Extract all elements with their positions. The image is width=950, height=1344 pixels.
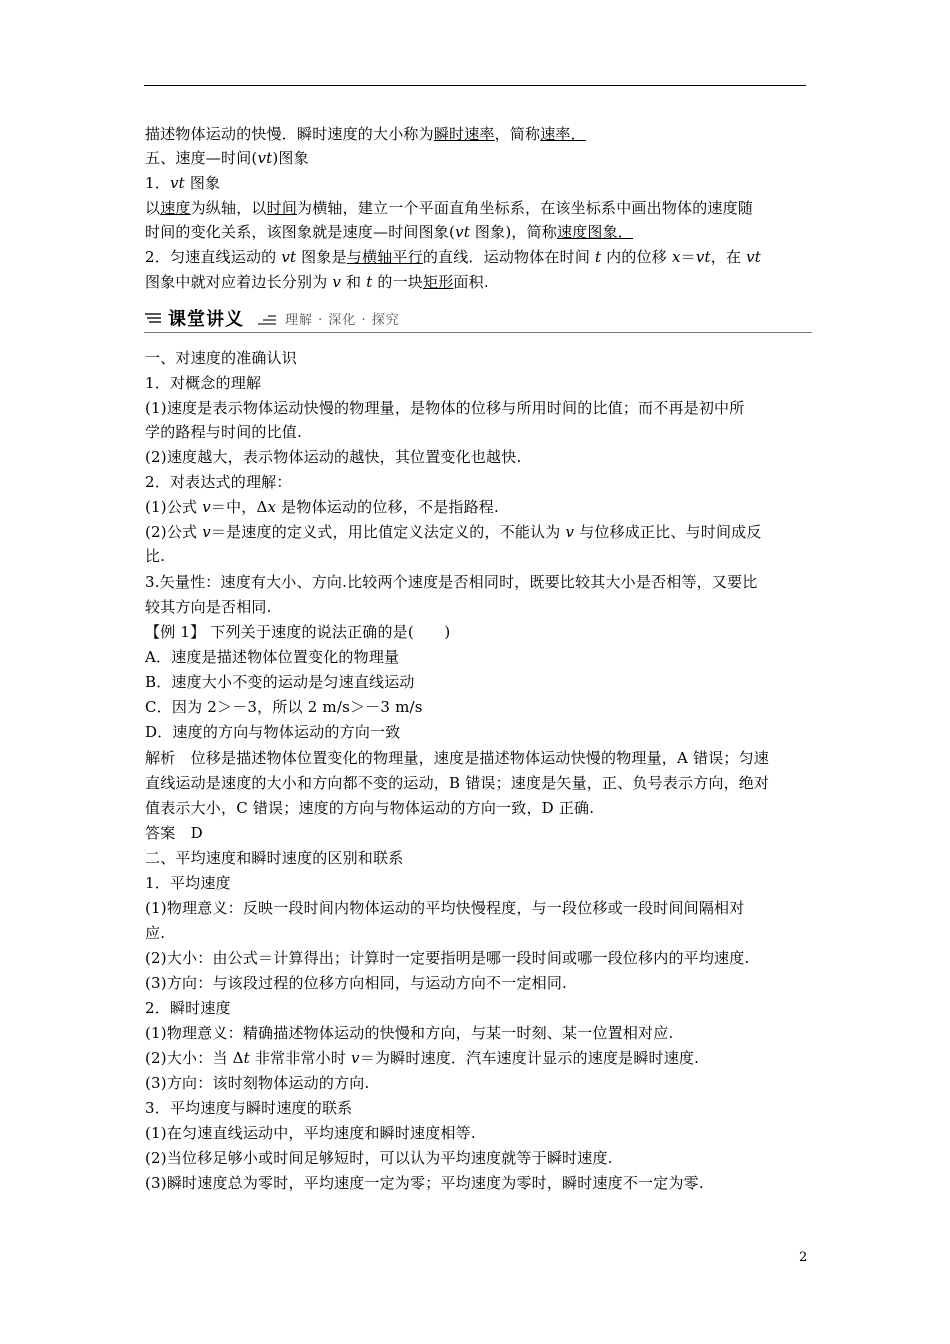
section-title: 课堂讲义	[168, 309, 244, 330]
section-heading: 一、对速度的准确认识	[145, 349, 298, 367]
option-a: A．速度是描述物体位置变化的物理量	[145, 648, 400, 666]
option-c: C．因为 2＞－3，所以 2 m/s＞－3 m/s	[145, 698, 423, 716]
header-rule	[144, 85, 806, 86]
text-line: (1)物理意义：反映一段时间内物体运动的平均快慢程度，与一段位移或一段时间间隔相对	[145, 899, 745, 917]
text-line: 3.矢量性：速度有大小、方向.比较两个速度是否相同时，既要比较其大小是否相等，又要比	[145, 573, 758, 591]
text-line: (2)速度越大，表示物体运动的越快，其位置变化也越快.	[145, 448, 522, 466]
text-line: (2)当位移足够小或时间足够短时，可以认为平均速度就等于瞬时速度.	[145, 1149, 613, 1167]
stripe-icon	[258, 315, 276, 327]
text-line: 描述物体运动的快慢．瞬时速度的大小称为瞬时速率，简称速率．	[145, 125, 586, 143]
text-line: 时间的变化关系，该图象就是速度—时间图象(vt 图象)，简称速度图象．	[145, 223, 634, 241]
sub-heading: 2．瞬时速度	[145, 999, 231, 1017]
example-question: 【例 1】 下列关于速度的说法正确的是( )	[145, 623, 451, 641]
text-line: (1)速度是表示物体运动快慢的物理量，是物体的位移与所用时间的比值；而不再是初中所	[145, 399, 745, 417]
solution-line: 值表示大小，C 错误；速度的方向与物体运动的方向一致，D 正确.	[145, 799, 595, 817]
text-line: (2)大小：由公式＝计算得出；计算时一定要指明是哪一段时间或哪一段位移内的平均速度.	[145, 949, 750, 967]
text-line: 学的路程与时间的比值.	[145, 423, 302, 441]
option-d: D．速度的方向与物体运动的方向一致	[145, 723, 401, 741]
solution-line: 解析 位移是描述物体位置变化的物理量，速度是描述物体运动快慢的物理量，A 错误；匀速	[145, 749, 770, 767]
answer: 答案 D	[145, 824, 203, 842]
sub-heading: 1．vt 图象	[145, 174, 221, 192]
section-subtitle: 理解 · 深化 · 探究	[285, 313, 400, 328]
text-line: 2．匀速直线运动的 vt 图象是与横轴平行的直线．运动物体在时间 t 内的位移 x＝vt，在 vt	[145, 248, 762, 266]
sub-heading: 1．对概念的理解	[145, 374, 262, 392]
text-line: (2)大小：当 Δt 非常非常小时 v＝为瞬时速度．汽车速度计显示的速度是瞬时速度.	[145, 1049, 700, 1067]
text-line: 比.	[145, 547, 166, 565]
page-number: 2	[799, 1250, 808, 1265]
stripe-icon	[145, 313, 161, 327]
text-line: 较其方向是否相同.	[145, 598, 272, 616]
text-line: (3)方向：该时刻物体运动的方向.	[145, 1074, 370, 1092]
text-line: 应.	[145, 924, 166, 942]
text-line: (1)物理意义：精确描述物体运动的快慢和方向，与某一时刻、某一位置相对应.	[145, 1024, 674, 1042]
sub-heading: 3．平均速度与瞬时速度的联系	[145, 1099, 353, 1117]
section-heading: 五、速度—时间(vt)图象	[145, 149, 309, 167]
text-line: (3)瞬时速度总为零时，平均速度一定为零；平均速度为零时，瞬时速度不一定为零.	[145, 1174, 704, 1192]
sub-heading: 2．对表达式的理解：	[145, 473, 292, 491]
text-line: (2)公式 v＝是速度的定义式，用比值定义法定义的，不能认为 v 与位移成正比、与时间成反	[145, 523, 762, 541]
text-line: 以速度为纵轴，以时间为横轴，建立一个平面直角坐标系，在该坐标系中画出物体的速度随	[145, 199, 754, 217]
text-line: (1)公式 v＝中，Δx 是物体运动的位移，不是指路程.	[145, 498, 499, 516]
text-line: (3)方向：与该段过程的位移方向相同，与运动方向不一定相同.	[145, 974, 568, 992]
section-heading: 二、平均速度和瞬时速度的区别和联系	[145, 849, 404, 867]
text-line: 图象中就对应着边长分别为 v 和 t 的一块矩形面积.	[145, 273, 489, 291]
sub-heading: 1．平均速度	[145, 874, 231, 892]
section-rule	[144, 332, 812, 333]
text-line: (1)在匀速直线运动中，平均速度和瞬时速度相等.	[145, 1124, 476, 1142]
solution-line: 直线运动是速度的大小和方向都不变的运动，B 错误；速度是矢量，正、负号表示方向，绝对	[145, 774, 770, 792]
option-b: B．速度大小不变的运动是匀速直线运动	[145, 673, 415, 691]
